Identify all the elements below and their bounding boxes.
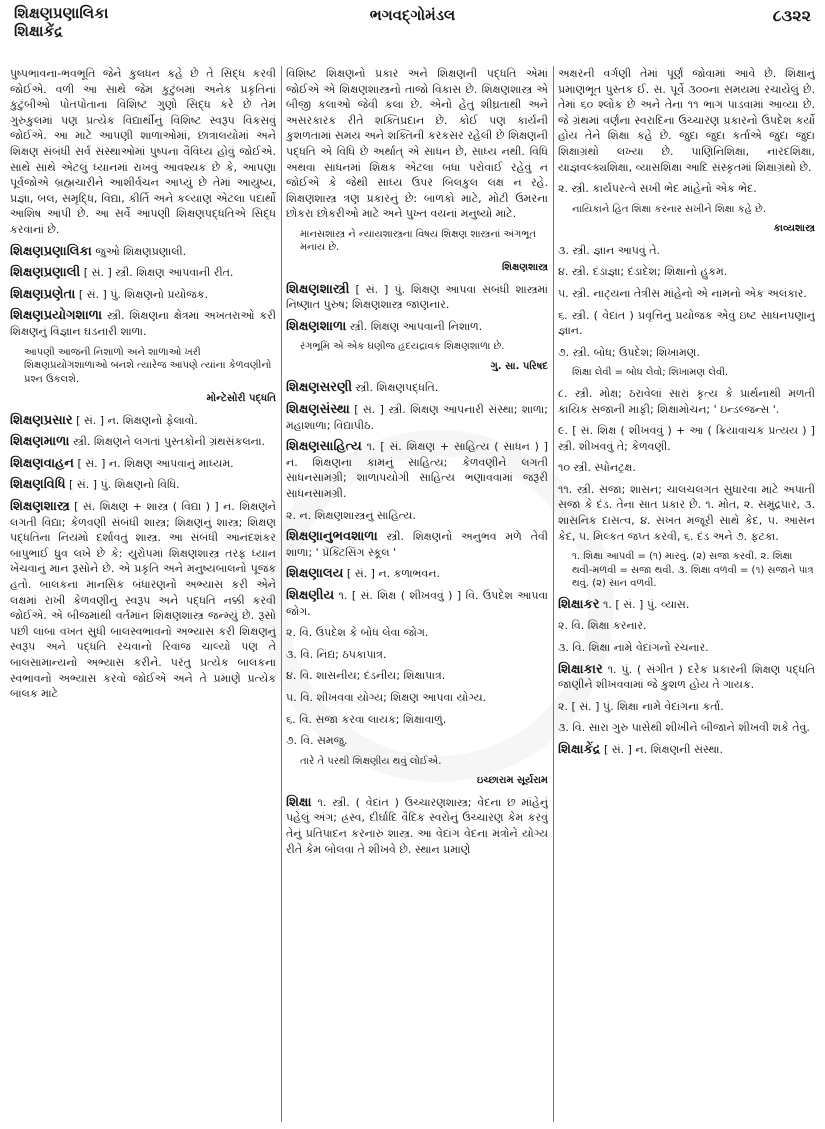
- dictionary-entry: [558, 386, 815, 417]
- quotation-source: શિક્ષણશાસ્ત્ર: [502, 261, 548, 273]
- entry-definition: ૭. સ્ત્રી. બોધ; ઉપદેશ; શિખામણ.: [558, 345, 700, 359]
- dictionary-entry: [10, 287, 276, 303]
- entry-quotation: ૧. શિક્ષા આપવી = (૧) મારવું. (૨) સજા કરવી. ૨. શિક્ષા થવી-મળવી = સજા થવી. ૩. શિક્ષા વળવી = (૧) સજાને પાત્ર થવું. (૨) સાન વળવી.: [572, 551, 814, 590]
- dictionary-entry: [286, 668, 548, 684]
- entry-body: [558, 286, 815, 302]
- entry-body: [558, 720, 815, 736]
- dictionary-entry: [10, 244, 276, 260]
- entry-definition: ૩. વિ. નિંદ્ય; ઠપકાપાત્ર.: [286, 647, 387, 661]
- dictionary-entry: [10, 499, 276, 702]
- dictionary-entry: [558, 286, 815, 302]
- entry-definition: ૪. વિ. શાસનીય; દંડનીય; શિક્ષાપાત્ર.: [286, 669, 446, 683]
- dictionary-entry: [558, 308, 815, 339]
- guide-word-first: શિક્ષણપ્રણાલિકા: [14, 4, 109, 22]
- dictionary-entry: [286, 66, 548, 222]
- entry-body: [286, 712, 548, 728]
- entry-body: [286, 625, 548, 641]
- dictionary-entry: [286, 508, 548, 524]
- entry-headword: શિક્ષાકાર: [558, 661, 603, 677]
- entry-quotation: રંગભૂમિ એ એક ઘણીજ હૃદયદ્રાવક શિક્ષણશાળા છે.: [300, 341, 505, 353]
- entry-definition: ૯. [ સં. શિક્ષ ( શીખવવું ) + આ ( ક્રિયાવાચક પ્રત્યય ) ] સ્ત્રી. શીખવવું તે; કેળવણી.: [558, 424, 815, 453]
- quotation-source: ઇચ્છારામ સૂર્યરામ: [476, 775, 548, 787]
- entry-definition: સ્ત્રી. શિક્ષણને લગતાં પુસ્તકોની ગ્રંથસંકલના.: [72, 435, 266, 449]
- entry-quotation: નાયિકાને હિત શિક્ષા કરનાર સખીને શિક્ષા કહે છે.: [572, 203, 766, 215]
- dictionary-entry: [286, 588, 548, 619]
- entry-headword: શિક્ષણવિધિ: [10, 477, 66, 493]
- dictionary-entry: [558, 482, 815, 544]
- column-1: [10, 66, 276, 1122]
- entry-body: [10, 287, 276, 303]
- entry-body: [286, 588, 548, 619]
- entry-body: [558, 618, 815, 634]
- dictionary-entry: [558, 181, 815, 197]
- dictionary-entry: [558, 640, 815, 656]
- entry-body: [558, 243, 815, 259]
- dictionary-entry: [286, 282, 548, 313]
- entry-body: [10, 413, 276, 429]
- entry-headword: શિક્ષણશાળા: [286, 318, 347, 334]
- page-header: [14, 4, 811, 42]
- entry-definition: સ્ત્રી. શિક્ષણનો અનુભવ મળે તેવી શાળા; ' પ્રૅક્ટિસિંગ સ્કૂલ ': [286, 530, 548, 559]
- entry-headword: શિક્ષણીય: [286, 587, 335, 603]
- dictionary-entry: [10, 265, 276, 281]
- entry-definition: ૭. વિ. સમજુ.: [286, 734, 348, 748]
- entry-body: [286, 566, 548, 582]
- dictionary-entry: [10, 308, 276, 339]
- entry-body: [558, 662, 815, 693]
- entry-definition: ૧. [ સં. શિક્ષ ( શીખવવું ) ] વિ. ઉપદેશ આપવા જોગ.: [286, 588, 548, 618]
- entry-definition: [ સં. ] પું. શિક્ષણનો પ્રયોજક.: [78, 287, 208, 301]
- entry-body: [10, 244, 276, 260]
- dictionary-entry: [286, 319, 548, 335]
- dictionary-entry: [10, 66, 276, 238]
- entry-definition: ૨. [ સં. ] પું. શિક્ષા નામે વેદાંગના કર્તા.: [558, 699, 724, 713]
- entry-body: [286, 282, 548, 313]
- entry-body: [10, 308, 276, 339]
- guide-word-last: શિક્ષાકેંદ્ર: [14, 22, 63, 40]
- entry-body: [10, 499, 276, 702]
- entry-body: [558, 181, 815, 197]
- dictionary-entry: [286, 647, 548, 663]
- entry-headword: શિક્ષા: [286, 794, 312, 810]
- entry-definition: ૧૦ સ્ત્રી. સ્પોનટ્રક્ષ.: [558, 461, 636, 475]
- dictionary-entry: [558, 243, 815, 259]
- quotation-source: મોન્ટેસોરી પદ્ધતિ: [206, 393, 276, 404]
- dictionary-entry: [286, 625, 548, 641]
- entry-quotation: શિક્ષા લેવી = બોધ લેવો; શિખામણ લેવી.: [572, 367, 729, 379]
- entry-headword: શિક્ષણાનુભવશાળા: [286, 529, 378, 545]
- entry-body: [10, 66, 276, 238]
- entry-body: [558, 597, 815, 613]
- entry-body: [558, 482, 815, 544]
- dictionary-entry: [558, 203, 815, 237]
- dictionary-entry: [558, 423, 815, 454]
- entry-body: [286, 319, 548, 335]
- entry-quotation: આપણી આજની નિશાળો અને શાળાઓ ખરી શિક્ષણપ્રયોગશાળાઓ બનશે ત્યારેજ આપણે ત્યાંના કેળવણીનો પ્રશ્ન ઉકલશે.: [24, 346, 272, 385]
- entry-body: [558, 264, 815, 280]
- entry-definition: ૧. પું. ( સંગીત ) દરેક પ્રકારની શિક્ષણ પદ્ધતિ જાણીને શીખવવામાં જે કુશળ હોય તે ગાયક.: [558, 662, 815, 692]
- entry-body: [558, 308, 815, 339]
- entry-body: [558, 460, 815, 476]
- entry-body: [10, 434, 276, 450]
- entry-headword: શિક્ષણવાહન: [10, 455, 74, 471]
- dictionary-entry: [10, 477, 276, 493]
- entry-body: [286, 795, 548, 857]
- entry-definition: ૬. સ્ત્રી. ( વેદાંત ) પ્રવૃત્તિનું પ્રયોજક એવું ઇષ્ટ સાધનપણાનું જ્ઞાન.: [558, 308, 815, 338]
- dictionary-entry: [558, 460, 815, 476]
- entry-definition: [ સં. ] ન. શિક્ષણની સંસ્થા.: [603, 742, 723, 756]
- entry-body: [558, 66, 815, 175]
- entry-body: [558, 345, 815, 361]
- entry-definition: [ સં. ] ન. શિક્ષણ આપવાનું માધ્યમ.: [77, 456, 234, 470]
- entry-definition: ૨. ન. શિક્ષણશાસ્ત્રનું સાહિત્ય.: [286, 508, 416, 522]
- entry-definition: ૫. વિ. શીખવવા યોગ્ય; શિક્ષણ આપવા યોગ્ય.: [286, 690, 487, 704]
- entry-definition: [ સં. ] ન. કળાભવન.: [346, 567, 440, 581]
- entry-headword: શિક્ષણપ્રણેતા: [10, 286, 76, 302]
- dictionary-entry: [558, 366, 815, 380]
- dictionary-entry: [10, 456, 276, 472]
- entry-headword: શિક્ષણમાળા: [10, 434, 70, 450]
- entry-definition: [ સં. ] ન. શિક્ષણનો ફેલાવો.: [76, 413, 198, 427]
- dictionary-entry: [558, 742, 815, 758]
- entry-body: [286, 647, 548, 663]
- dictionary-entry: [10, 434, 276, 450]
- dictionary-entry: [286, 755, 548, 789]
- entry-headword: શિક્ષણપ્રણાલી: [10, 265, 81, 281]
- dictionary-entry: [558, 699, 815, 715]
- quotation-source: કાવ્યશાસ્ત્ર: [773, 223, 815, 235]
- entry-quotation: તારે તે પરથી શિક્ષણીય થવું લોઈએ.: [300, 755, 442, 767]
- dictionary-entry: [286, 795, 548, 857]
- entry-definition: [ સં. ] સ્ત્રી. શિક્ષણ આપવાની રીત.: [83, 266, 234, 280]
- dictionary-title: ભગવદ્ગોમંડલ: [369, 6, 456, 24]
- column-2: [286, 66, 548, 1122]
- entry-body: [286, 380, 548, 396]
- entry-definition: ૨. વિ. ઉપદેશ કે બોધ લેવા જોગ.: [286, 626, 429, 640]
- entry-body: [558, 742, 815, 758]
- entry-definition: ૨. વિ. શિક્ષા કરનાર.: [558, 619, 647, 633]
- entry-body: [286, 508, 548, 524]
- dictionary-entry: [558, 66, 815, 175]
- dictionary-entry: [286, 733, 548, 749]
- entry-definition: [ સં. શિક્ષણ + શાસ્ત્ર ( વિદ્યા ) ] ન. શિક્ષણને લગતી વિદ્યા; કેળવણી સંબંધી શાસ્ત્ર; શિક્ષણનું શાસ્ત્ર; શિક્ષણ પદ્ધતિના નિયમો દર્શાવતું શાસ્ત્ર. આ સંબંધી આનંદશંકર બાપુભાઈ ધ્રુવ લખે છે કે: યુરોપમાં શિક્ષણશાસ્ત્ર તરફ ધ્યાન ખેંચવાનું માન રૂસોને છે. એ પ્રકૃતિ અને મનુષ્યબાલનો પૂજક હતો. બાલકના માનસિક બંધારણનો અભ્યાસ કરી એને લક્ષમાં રાખી કેળવણીનું સ્વરૂપ અને પદ્ધતિ નક્કી કરવી જોઈએ. એ બીજમાંથી વર્તમાન શિક્ષણશાસ્ત્ર જન્મ્યું છે. રૂસો પછી લાંબા વખત સુધી બાલસ્વભાવનો અભ્યાસ કરી શિક્ષણનું સ્વરૂપ અને પદ્ધતિ રચવાનો રિવાજ ચાલ્યો પણ તે બાલસામાન્યનો અભ્યાસ કરીને. પરંતુ પ્રત્યેક બાલકના સ્વભાવનો અભ્યાસ કરવો જોઈએ અને તે પ્રમાણે પ્રત્યેક બાલક માટે: [10, 499, 276, 701]
- entry-definition: ૨. સ્ત્રી. કાર્યપરત્વે સખી ભેદ માંહેનો એક ભેદ.: [558, 182, 757, 196]
- entry-definition: અક્ષરની વર્ગણી તેમાં પૂર્ણ જોવામાં આવે છે. શિક્ષાનું પ્રમાણભૂત પુસ્તક ઈ. સ. પૂર્વે ૩૦૦ના સમયમાં રચાયેલું છે. તેમાં ૬૦ શ્લોક છે અને તેના ૧૧ ભાગ પાડવામાં આવ્યા છે. જે ગ્રંથમાં વર્ણના સ્વરાદિના ઉચ્ચારણ પ્રકારનો ઉપદેશ કર્યો હોય તેને શિક્ષા કહે છે. જુદા જુદા કર્તાએ જુદા જુદા શિક્ષાગ્રંથો લખ્યા છે. પાણિનિશિક્ષા, નારદશિક્ષા, યાજ્ઞવલ્ક્યશિક્ષા, વ્યાસશિક્ષા આદિ સંસ્કૃતમાં શિક્ષાગ્રંથો છે.: [558, 67, 815, 174]
- entry-body: [286, 668, 548, 684]
- dictionary-entry: [286, 529, 548, 560]
- entry-body: [558, 423, 815, 454]
- entry-definition: પુષ્પભાવના-ભવભૂતિ જેને કુલધન કહે છે તે સિદ્ધ કરવી જોઈએ. વળી આ સાથે જેમ કુટુંબમાં અનેક પ્રકૃતિનાં કુટુંબીઓ પોતપોતાના વિશિષ્ટ ગુણો સિદ્ધ કરે છે તેમ ગુરુકુલમાં પણ પ્રત્યેક વિદ્યાર્થીનું વિશિષ્ટ સ્વરૂપ વિકસવું જોઈએ. આ માટે આપણી શાળાઓમાં, છાત્રાલયોમાં અને શિક્ષણ સંબંધી સર્વ સંસ્થાઓમાં પુષ્પના વૈવિધ્ય હોવું જોઈએ. સાથે સાથે એટલું ધ્યાનમાં રાખવું આવશ્યક છે કે, આપણા પૂર્વજોએ બ્રહ્મચારીને આશીર્વચન આપ્યું છે તેમાં આયુષ્ય, પ્રજ્ઞા, બલ, સમૃદ્ધિ, વિદ્યા, કીર્તિ અને કલ્યાણ એટલા પદાર્થો આશિષ આપી છે. આ સર્વે આપણી શિક્ષણપદ્ધતિએ સિદ્ધ કરવાનાં છે.: [10, 67, 276, 236]
- entry-definition: સ્ત્રી. શિક્ષણ આપવાની નિશાળ.: [349, 319, 483, 333]
- page-number: ૮૩૨૨: [772, 6, 811, 25]
- dictionary-entry: [558, 550, 815, 591]
- entry-headword: શિક્ષણશાસ્ત્રી: [286, 281, 350, 297]
- entry-definition: ૧૧. સ્ત્રી. સજા; શાસન; ચાલચલગત સુધારવા માટે અપાતી સજા કે દંડ. તેના સાત પ્રકાર છે. ૧. મોત, ૨. સમુદ્રપાર, ૩. શાસનિક દાસત્વ, ૪. સખત મજૂરી સાથે કેદ, ૫. આસન કેદ, ૫. મિલ્કત જપ્ત કરવી, ૬. દંડ અને ૭. ફટકા.: [558, 482, 815, 543]
- entry-definition: ૧. [ સં. શિક્ષણ + સાહિત્ય ( સાધન ) ] ન. શિક્ષણના કામનું સાહિત્ય; કેળવણીને લગતી સાધનસામગ્રી; શાળાપયોગી સાહિત્ય ભણાવવામાં જરૂરી સાધનસામગ્રી.: [286, 440, 548, 500]
- dictionary-entry: [286, 712, 548, 728]
- entry-headword: શિક્ષાકેંદ્ર: [558, 741, 601, 757]
- entry-definition: [ સં. ] સ્ત્રી. શિક્ષણ આપનારી સંસ્થા; શાળા; મહાશાળા; વિદ્યાપીઠ.: [286, 403, 548, 432]
- entry-body: [286, 529, 548, 560]
- entry-definition: સ્ત્રી. શિક્ષણપદ્ધતિ.: [355, 381, 439, 395]
- dictionary-entry: [286, 439, 548, 501]
- column-3: [558, 66, 815, 1122]
- dictionary-entry: [286, 340, 548, 374]
- entry-body: [558, 640, 815, 656]
- entry-definition: ૩. સ્ત્રી. જ્ઞાન આપવું તે.: [558, 243, 661, 257]
- entry-headword: શિક્ષણશાસ્ત્ર: [10, 498, 70, 514]
- entry-headword: શિક્ષાકર: [558, 596, 600, 612]
- entry-definition: સ્ત્રી. શિક્ષણના ક્ષેત્રમાં અખતરાઓ કરી શિક્ષણનું વિજ્ઞાન ઘડનારી શાળા.: [10, 309, 276, 338]
- dictionary-entry: [558, 597, 815, 613]
- dictionary-entry: [558, 720, 815, 736]
- entry-body: [286, 402, 548, 433]
- entry-body: [286, 690, 548, 706]
- entry-headword: શિક્ષણપ્રયોગશાળા: [10, 308, 103, 324]
- dictionary-entry: [558, 264, 815, 280]
- dictionary-entry: [286, 690, 548, 706]
- entry-definition: ૩. વિ. સારા ગુરુ પાસેથી શીખીને બીજાને શીખવી શકે તેવું.: [558, 721, 810, 735]
- entry-definition: [ સં. ] પું. શિક્ષણનો વિધિ.: [69, 478, 180, 492]
- dictionary-entry: [286, 228, 548, 276]
- entry-headword: શિક્ષણાલય: [286, 566, 344, 582]
- dictionary-entry: [558, 618, 815, 634]
- entry-definition: જુઓ શિક્ષણપ્રણાલી.: [95, 244, 187, 258]
- dictionary-entry: [286, 380, 548, 396]
- entry-definition: ૩. વિ. શિક્ષા નામે વેદાંગનો રચનાર.: [558, 640, 709, 654]
- dictionary-entry: [558, 662, 815, 693]
- entry-body: [10, 265, 276, 281]
- entry-body: [558, 386, 815, 417]
- entry-quotation: માનસશાસ્ત્ર ને ન્યાયશાસ્ત્રના વિષય શિક્ષણ શાસ્ત્રનાં અંગભૂત મનાય છે.: [300, 228, 536, 254]
- entry-definition: [ સં. ] પું. શિક્ષણ આપવા સંબંધી શાસ્ત્રમાં નિષ્ણાત પુરુષ; શિક્ષણશાસ્ત્ર જાણનાર.: [286, 282, 548, 312]
- entry-headword: શિક્ષણપ્રણાલિકા: [10, 243, 92, 259]
- columns: [10, 66, 815, 1122]
- entry-headword: શિક્ષણસાહિત્ય: [286, 439, 362, 455]
- dictionary-entry: [10, 413, 276, 429]
- quotation-source: ગુ. સા. પરિષદ: [490, 360, 548, 372]
- entry-definition: ૫. સ્ત્રી. નાટ્યના તેત્રીસ માંહેનો એ નામનો એક અલંકાર.: [558, 287, 807, 301]
- dictionary-entry: [10, 346, 276, 407]
- dictionary-entry: [558, 345, 815, 361]
- entry-definition: વિશિષ્ટ શિક્ષણનો પ્રકાર અને શિક્ષણની પદ્ધતિ એમાં જોઈએ એ શિક્ષણશાસ્ત્રનો તાજો વિકાસ છે. શિક્ષણશાસ્ત્ર એ બીજી કલાઓ જેવી કલા છે. એનો હેતુ શીઘ્રતાથી અને અસરકારક રીતે શક્તિપ્રદાન છે. કોઈ પણ કાર્યની કુશળતામાં સમય અને શક્તિની કરકસર રહેલી છે શિક્ષણની પદ્ધતિ એ વિધિ છે અર્થાત્ એ સાધન છે, સાધ્ય નથી. વિધિ અથવા સાધનમાં શિક્ષક એટલા બધા પરોવાઈ રહેવું ન જોઈએ કે જેથી સાધ્ય ઉપર બિલકુલ લક્ષ ન રહે. શિક્ષણશાસ્ત્ર ત્રણ પ્રકારનું છે: બાળકો માટે, મોટી ઉમરના છોકરા છોકરીઓ માટે અને પુખ્ત વયનાં મનુષ્યો માટે.: [286, 67, 548, 221]
- entry-body: [286, 733, 548, 749]
- entry-body: [286, 439, 548, 501]
- entry-definition: ૮. સ્ત્રી. મોક્ષ; ઠરાવેલાં સારાં કૃત્ય કે પ્રાર્થનાથી મળતી કાયિક સજાની માફી; શિક્ષામોચન; ' ઇન્ડલ્જન્સ '.: [558, 386, 815, 416]
- entry-body: [286, 66, 548, 222]
- entry-headword: શિક્ષણપ્રસાર: [10, 412, 73, 428]
- entry-definition: ૪. સ્ત્રી. દંડાજ્ઞા; દંડાદેશ; શિક્ષાનો હુકમ.: [558, 265, 728, 279]
- entry-body: [558, 699, 815, 715]
- entry-body: [10, 477, 276, 493]
- entry-headword: શિક્ષણસરણી: [286, 380, 353, 396]
- entry-body: [10, 456, 276, 472]
- entry-definition: ૬. વિ. સજા કરવા લાયક; શિક્ષાવાળું.: [286, 712, 447, 726]
- entry-definition: ૧. [ સં. ] પું. વ્યાસ.: [602, 597, 690, 611]
- dictionary-entry: [286, 402, 548, 433]
- entry-headword: શિક્ષણસંસ્થા: [286, 402, 350, 417]
- dictionary-entry: [286, 566, 548, 582]
- entry-definition: ૧. સ્ત્રી. ( વેદાંત ) ઉચ્ચારણશાસ્ત્ર; વેદના છ માંહેનું પહેલું અંગ; હ્રસ્વ, દીર્ઘાદિ વૈદિક સ્વરોનું ઉચ્ચારણ કેમ કરવું તેનું પ્રતિપાદન કરનારું શાસ્ત્ર. આ વેદાંગ વેદના મંત્રોને યોગ્ય રીતે કેમ બોલવા તે શીખવે છે. સ્થાન પ્રમાણે: [286, 795, 548, 856]
